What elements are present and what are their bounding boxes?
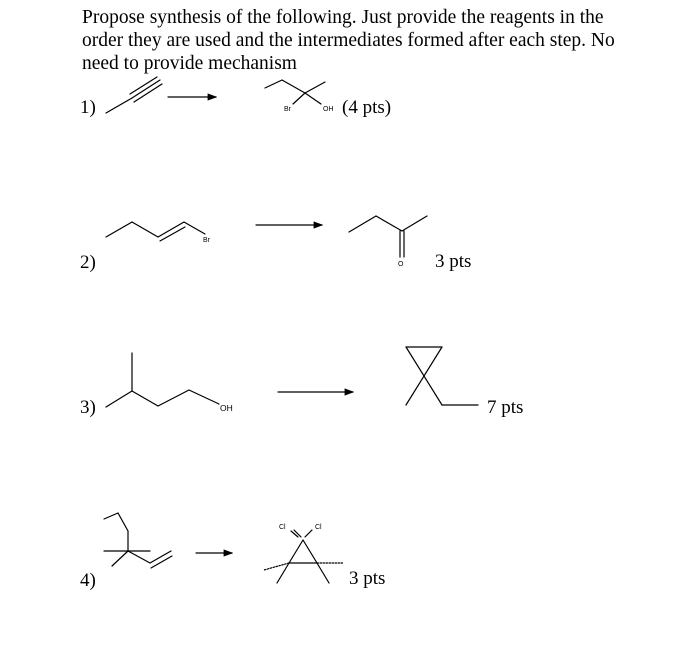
problem-2-number: 2) xyxy=(80,252,96,273)
p3-product-cyclopropane xyxy=(406,347,478,405)
p4-cl-left-label: Cl xyxy=(279,524,286,531)
p2-br-label: Br xyxy=(203,237,210,244)
p1-reactant-propyne xyxy=(106,77,162,113)
problem-3-number: 3) xyxy=(80,397,96,418)
p3-oh-label: OH xyxy=(220,403,233,413)
problem-1-points: (4 pts) xyxy=(342,97,392,118)
problem-4-points: 3 pts xyxy=(349,568,386,589)
p3-reactant-alcohol xyxy=(106,353,233,413)
problem-3-points: 7 pts xyxy=(487,397,524,418)
problem-1-number: 1) xyxy=(80,97,96,118)
p1-product-bromohydrin xyxy=(265,80,334,113)
p4-cl-right-label: Cl xyxy=(315,524,322,531)
p4-reactant-diene xyxy=(104,513,172,568)
problem-4-number: 4) xyxy=(80,570,96,591)
p2-o-label: O xyxy=(398,261,404,268)
p1-br-label: Br xyxy=(284,106,291,113)
intro-text: Propose synthesis of the following. Just provide the reagents in the order they are used and the intermediates formed after each step. No need to provide mechanism xyxy=(82,7,615,74)
p2-reactant-allyl-bromide xyxy=(106,222,211,244)
p1-oh-label: OH xyxy=(323,106,334,113)
p2-product-ketone xyxy=(349,216,427,268)
p4-product-dichlorocyclopropane xyxy=(264,524,344,583)
problem-2-points: 3 pts xyxy=(435,251,472,272)
